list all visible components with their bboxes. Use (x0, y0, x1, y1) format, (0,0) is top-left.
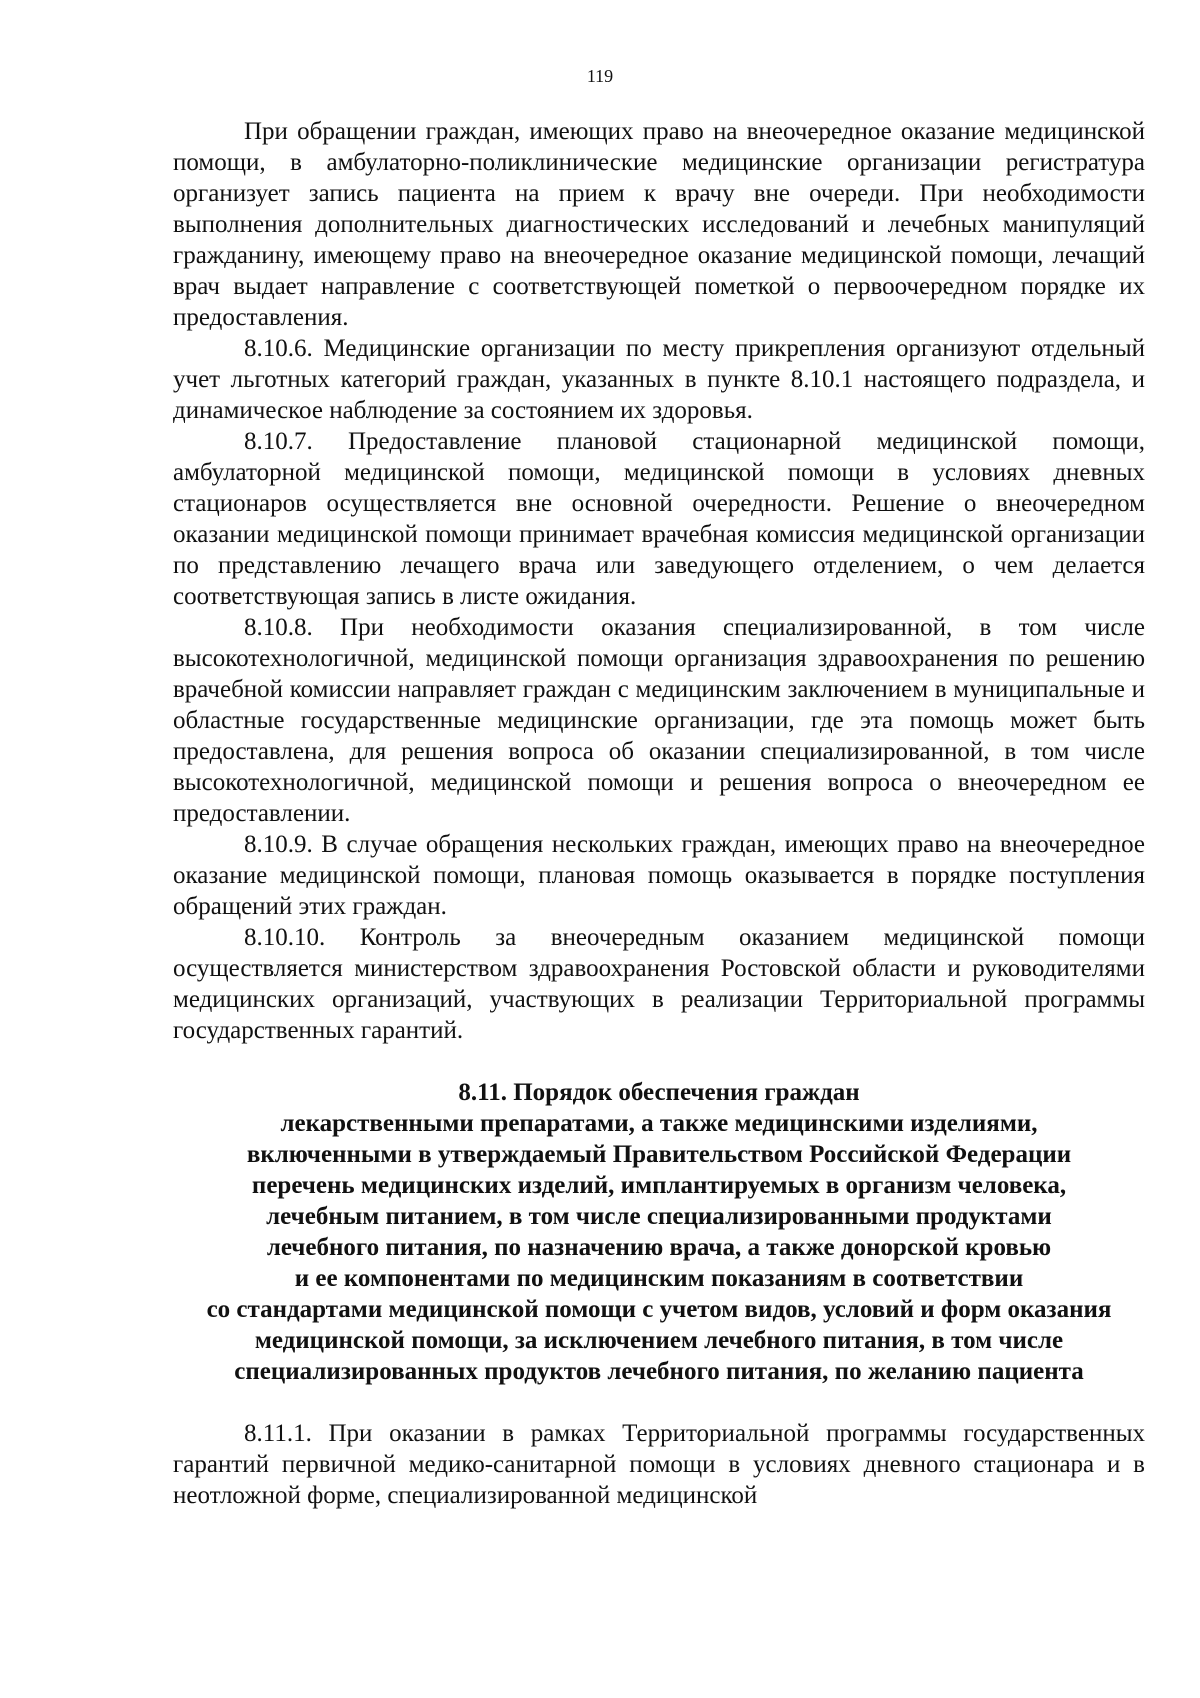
paragraph-8-10-8: 8.10.8. При необходимости оказания специализированной, в том числе высокотехнологичной, медицинской помощи организация здравоохранения по решению врачебной комиссии направляет граждан с медицинским заключением в муниципальные и областные государственные медицинские организации, где эта помощь может быть предоставлена, для решения вопроса об оказании специализированной, в том числе высокотехнологичной, медицинской помощи и решения вопроса о внеочередном ее предоставлении. (173, 614, 1145, 827)
heading-line: 8.11. Порядок обеспечения граждан (458, 1079, 860, 1106)
heading-line: лекарственными препаратами, а также медицинскими изделиями, (280, 1110, 1038, 1137)
heading-line: медицинской помощи, за исключением лечебного питания, в том числе (254, 1327, 1064, 1354)
paragraph-8-10-9: 8.10.9. В случае обращения нескольких граждан, имеющих право на внеочередное оказание медицинской помощи, плановая помощь оказывается в порядке поступления обращений этих граждан. (173, 831, 1145, 920)
page-number: 119 (586, 66, 614, 86)
heading-line: включенными в утверждаемый Правительством Российской Федерации (246, 1141, 1072, 1168)
heading-line: со стандартами медицинской помощи с учетом видов, условий и форм оказания (206, 1296, 1112, 1323)
spacer (173, 1046, 1145, 1077)
document-body (173, 116, 1145, 1511)
paragraph-8-10-6: 8.10.6. Медицинские организации по месту прикрепления организуют отдельный учет льготных категорий граждан, указанных в пункте 8.10.1 настоящего подраздела, и динамическое наблюдение за состоянием их здоровья. (173, 335, 1145, 424)
heading-line: специализированных продуктов лечебного питания, по желанию пациента (234, 1358, 1084, 1385)
section-heading-8-11 (173, 1077, 1145, 1387)
heading-line: перечень медицинских изделий, имплантируемых в организм человека, (251, 1172, 1067, 1199)
heading-line: лечебным питанием, в том числе специализированными продуктами (266, 1203, 1052, 1230)
paragraph-8-10-10: 8.10.10. Контроль за внеочередным оказанием медицинской помощи осуществляется министерством здравоохранения Ростовской области и руководителями медицинских организаций, участвующих в реализации Территориальной программы государственных гарантий. (173, 924, 1145, 1044)
spacer (173, 1387, 1145, 1418)
heading-line: и ее компонентами по медицинским показаниям в соответствии (294, 1265, 1024, 1292)
heading-line: лечебного питания, по назначению врача, а также донорской кровью (266, 1234, 1052, 1261)
paragraph-8-10-7: 8.10.7. Предоставление плановой стационарной медицинской помощи, амбулаторной медицинской помощи, медицинской помощи в условиях дневных стационаров осуществляется вне основной очередности. Решение о внеочередном оказании медицинской помощи принимает врачебная комиссия медицинской организации по представлению лечащего врача или заведующего отделением, о чем делается соответствующая запись в листе ожидания. (173, 428, 1145, 610)
paragraph-outpatient-registration: При обращении граждан, имеющих право на внеочередное оказание медицинской помощи, в амбулаторно-поликлинические медицинские организации регистратура организует запись пациента на прием к врачу вне очереди. При необходимости выполнения дополнительных диагностических исследований и лечебных манипуляций гражданину, имеющему право на внеочередное оказание медицинской помощи, лечащий врач выдает направление с соответствующей пометкой о первоочередном порядке их предоставления. (173, 118, 1145, 331)
paragraph-8-11-1: 8.11.1. При оказании в рамках Территориальной программы государственных гарантий первичной медико-санитарной помощи в условиях дневного стационара и в неотложной форме, специализированной медицинской (173, 1420, 1145, 1509)
